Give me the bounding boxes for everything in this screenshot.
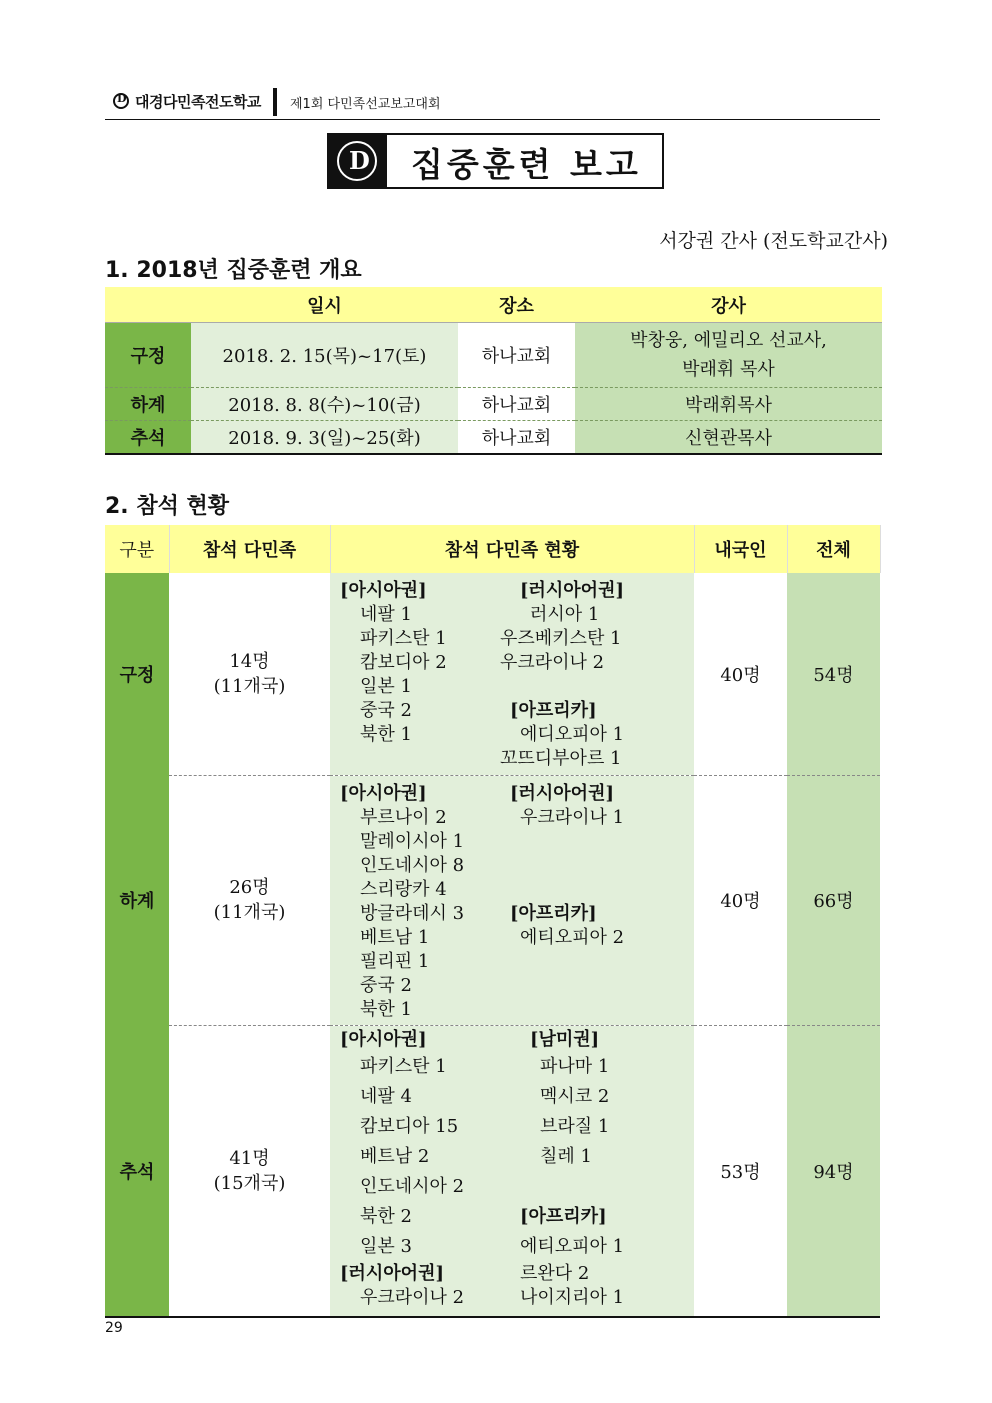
left-column	[340, 579, 447, 747]
column-header: 구분	[105, 525, 169, 573]
instructor-line: 박래휘 목사	[682, 359, 775, 380]
date-cell: 2018. 2. 15(목)~17(토)	[191, 323, 458, 388]
list-item: 꼬뜨디부아르 1	[500, 748, 622, 769]
region-heading: [아프리카]	[510, 700, 597, 721]
section2-heading: 2. 참석 현황	[105, 494, 229, 519]
event-name: 제1회 다민족선교보고대회	[290, 97, 441, 112]
attendee-details	[330, 1025, 694, 1317]
count-value: 41명	[229, 1147, 270, 1169]
list-item: 네팔 1	[360, 604, 412, 625]
region-heading: [아시아권]	[340, 580, 427, 601]
list-item: 중국 2	[360, 700, 412, 721]
korean-count: 40명	[694, 775, 787, 1025]
list-item: 북한 2	[360, 1205, 412, 1227]
list-item: 인도네시아 2	[360, 1175, 465, 1197]
korean-count: 53명	[694, 1025, 787, 1317]
header-divider	[273, 88, 277, 116]
left-column	[340, 1028, 464, 1310]
list-item	[500, 675, 624, 699]
table-row	[105, 775, 880, 1025]
list-item: 캄보디아 15	[360, 1115, 459, 1137]
term-label: 구정	[105, 323, 191, 388]
column-header: 일시	[191, 287, 458, 323]
count-value: 14명	[229, 650, 270, 672]
table-row	[105, 388, 882, 421]
attendance-table	[105, 525, 881, 1318]
date-cell: 2018. 9. 3(일)~25(화)	[191, 421, 458, 454]
list-item: 에티오피아 2	[520, 926, 625, 948]
list-item: 브라질 1	[540, 1115, 610, 1137]
korean-count: 40명	[694, 573, 787, 775]
region-heading: [러시아어권]	[510, 782, 614, 804]
right-column	[500, 579, 624, 771]
term-label: 추석	[105, 1025, 169, 1317]
term-label: 추석	[105, 421, 191, 454]
left-column	[340, 782, 464, 1022]
list-item: 에티오피아 1	[520, 1235, 625, 1257]
region-heading: [아시아권]	[340, 782, 427, 804]
list-item	[510, 854, 624, 878]
list-item: 우크라이나 2	[360, 1286, 465, 1308]
list-item: 파나마 1	[540, 1055, 610, 1077]
region-heading: [아시아권]	[340, 1028, 427, 1050]
list-item: 멕시코 2	[540, 1085, 610, 1107]
column-header	[105, 287, 191, 323]
total-count: 54명	[787, 573, 880, 775]
school-logo-icon	[113, 93, 129, 109]
list-item: 우즈베키스탄 1	[500, 628, 622, 649]
total-count: 94명	[787, 1025, 880, 1317]
list-item: 중국 2	[360, 974, 412, 996]
column-header: 참석 다민족 현황	[330, 525, 694, 573]
attendee-count	[169, 1025, 330, 1317]
list-item: 필리핀 1	[360, 950, 430, 972]
list-item: 에디오피아 1	[520, 724, 625, 745]
attendee-details	[330, 573, 694, 775]
list-item: 파키스탄 1	[360, 1055, 447, 1077]
list-item: 베트남 2	[360, 1145, 430, 1167]
author: 서강권 간사 (전도학교간사)	[659, 230, 888, 252]
table-row	[105, 421, 882, 454]
table-header-row	[105, 287, 882, 323]
list-item: 북한 1	[360, 724, 412, 745]
term-label: 하계	[105, 388, 191, 421]
list-item: 우크라이나 2	[500, 652, 605, 673]
list-item: 캄보디아 2	[360, 652, 447, 673]
right-column	[510, 782, 624, 950]
list-item: 파키스탄 1	[360, 628, 447, 649]
list-item: 인도네시아 8	[360, 854, 465, 876]
attendee-details	[330, 775, 694, 1025]
list-item: 칠레 1	[540, 1145, 592, 1167]
region-heading: [러시아어권]	[340, 1262, 444, 1284]
table-header-row	[105, 525, 880, 573]
list-item: 일본 3	[360, 1235, 412, 1257]
region-heading: [러시아어권]	[520, 580, 624, 601]
place-cell: 하나교회	[458, 323, 575, 388]
page-header	[105, 88, 880, 120]
country-count: (11개국)	[213, 902, 286, 923]
attendee-count	[169, 573, 330, 775]
list-item: 말레이시아 1	[360, 830, 465, 852]
list-item	[510, 830, 624, 854]
instructor-cell: 박래휘목사	[575, 388, 882, 421]
list-item: 우크라이나 1	[520, 806, 625, 828]
section1-heading: 1. 2018년 집중훈련 개요	[105, 258, 362, 283]
table-row	[105, 573, 880, 775]
school-name: 대경다민족전도학교	[135, 93, 261, 111]
list-item: 네팔 4	[360, 1085, 412, 1107]
country-count: (15개국)	[213, 1172, 286, 1194]
term-label: 구정	[105, 573, 169, 775]
table-row	[105, 323, 882, 388]
list-item: 베트남 1	[360, 926, 430, 948]
instructor-cell	[575, 323, 882, 388]
country-count: (11개국)	[213, 675, 286, 697]
list-item	[510, 878, 624, 902]
list-item	[520, 1172, 624, 1202]
column-header: 강사	[575, 287, 882, 323]
place-cell: 하나교회	[458, 388, 575, 421]
list-item: 스리랑카 4	[360, 878, 447, 900]
right-column	[520, 1028, 624, 1310]
place-cell: 하나교회	[458, 421, 575, 454]
emblem-icon	[329, 135, 387, 187]
title-box	[327, 133, 664, 189]
header-rule	[105, 119, 880, 120]
list-item: 러시아 1	[530, 604, 600, 625]
table-row	[105, 1025, 880, 1317]
count-value: 26명	[229, 877, 270, 898]
region-heading: [아프리카]	[510, 902, 597, 924]
column-header: 내국인	[694, 525, 787, 573]
list-item: 일본 1	[360, 676, 412, 697]
instructor-cell: 신현관목사	[575, 421, 882, 454]
column-header: 장소	[458, 287, 575, 323]
region-heading: [남미권]	[530, 1028, 600, 1050]
list-item: 나이지리아 1	[520, 1286, 625, 1308]
page-title: 집중훈련 보고	[411, 145, 642, 184]
training-overview-table	[105, 287, 882, 455]
attendee-count	[169, 775, 330, 1025]
region-heading: [아프리카]	[520, 1205, 607, 1227]
date-cell: 2018. 8. 8(수)~10(금)	[191, 388, 458, 421]
list-item: 방글라데시 3	[360, 902, 465, 924]
page-number: 29	[105, 1320, 123, 1336]
term-label: 하계	[105, 775, 169, 1025]
list-item: 르완다 2	[520, 1262, 590, 1284]
list-item: 부르나이 2	[360, 806, 447, 828]
column-header: 참석 다민족	[169, 525, 330, 573]
list-item: 북한 1	[360, 998, 412, 1020]
column-header: 전체	[787, 525, 880, 573]
instructor-line: 박창웅, 에밀리오 선교사,	[630, 330, 827, 351]
total-count: 66명	[787, 775, 880, 1025]
